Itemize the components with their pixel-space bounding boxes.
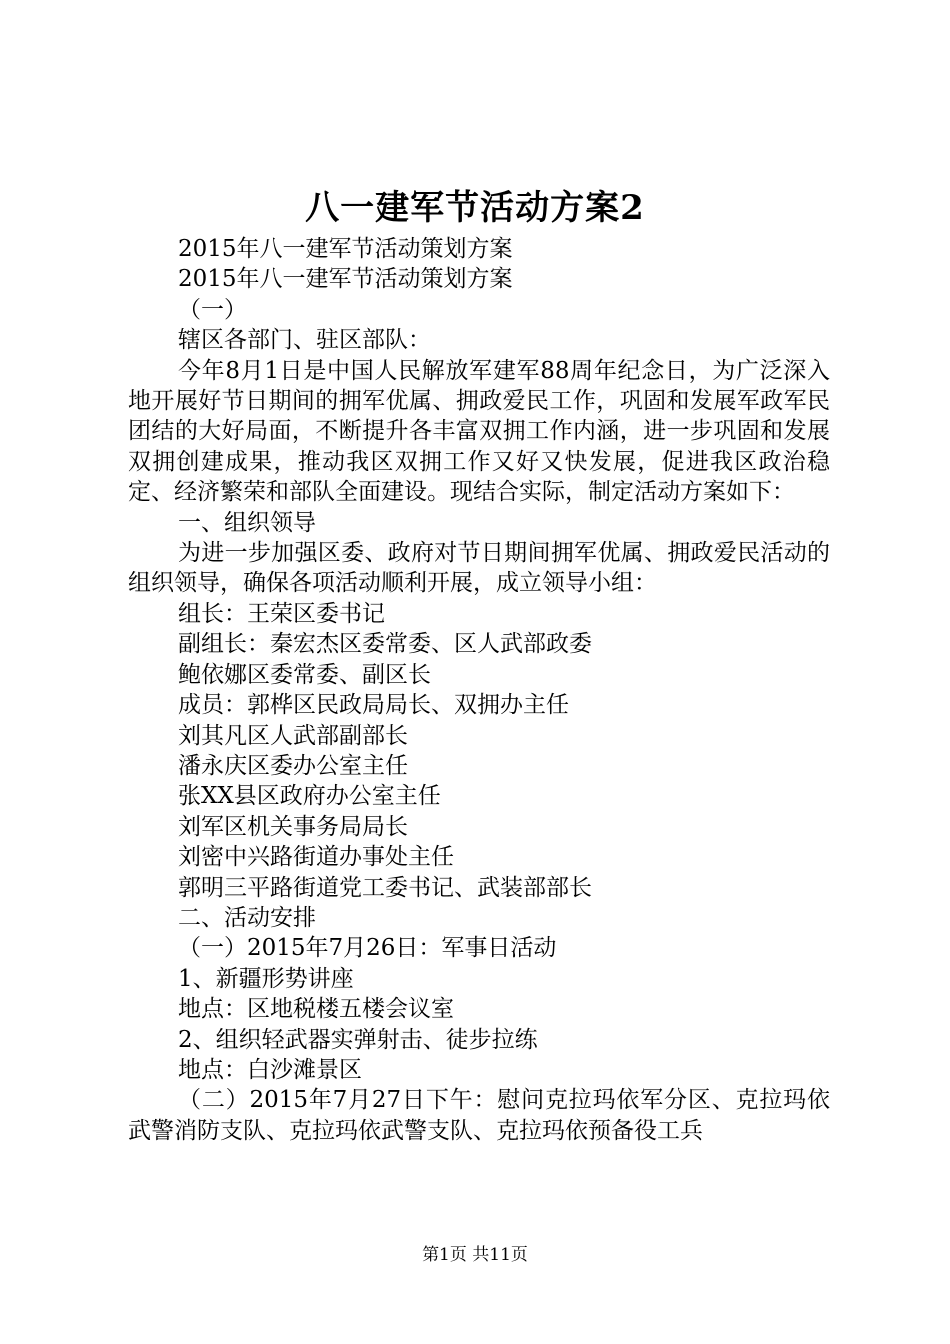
member-line: 刘其凡区人武部副部长: [178, 722, 408, 749]
subtitle-line: 2015年八一建军节活动策划方案: [178, 236, 513, 262]
member-line: 成员：郭桦区民政局局长、双拥办主任: [178, 692, 569, 719]
section-heading: 二、活动安排: [178, 904, 316, 931]
leadership-paragraph: 为进一步加强区委、政府对节日期间拥军优属、拥政爱民活动的组织领导，确保各项活动顺利开展，成立领导小组：: [128, 540, 830, 597]
member-line: 刘密中兴路街道办事处主任: [178, 844, 454, 871]
document-title: 八一建军节活动方案2: [305, 188, 645, 228]
schedule-line: （一）2015年7月26日：军事日活动: [178, 935, 557, 962]
member-line: 鲍依娜区委常委、副区长: [178, 661, 431, 688]
addressee-line: 辖区各部门、驻区部队：: [178, 327, 431, 354]
intro-paragraph: 今年8月1日是中国人民解放军建军88周年纪念日，为广泛深入地开展好节日期间的拥军优属、拥政爱民工作，巩固和发展军政军民团结的大好局面，不断提升各丰富双拥工作内涵，进一步巩固和发展双拥创建成果，推动我区双拥工作又好又快发展，促进我区政治稳定、经济繁荣和部队全面建设。现结合实际，制定活动方案如下：: [128, 357, 830, 506]
schedule-line: 地点：白沙滩景区: [178, 1056, 362, 1083]
schedule-line: 1、新疆形势讲座: [178, 965, 354, 992]
schedule-line: 2、组织轻武器实弹射击、徒步拉练: [178, 1026, 538, 1053]
member-line: 郭明三平路街道党工委书记、武装部部长: [178, 874, 592, 901]
section-marker: （一）: [178, 296, 247, 323]
schedule-line: 地点：区地税楼五楼会议室: [178, 996, 454, 1023]
document-body: [128, 234, 830, 1146]
member-line: 张XX县区政府办公室主任: [178, 783, 441, 810]
subtitle-line: 2015年八一建军节活动策划方案: [178, 266, 513, 293]
page-footer: 第1页 共11页: [422, 1245, 528, 1265]
member-line: 副组长：秦宏杰区委常委、区人武部政委: [178, 631, 592, 658]
member-line: 潘永庆区委办公室主任: [178, 752, 408, 779]
member-line: 刘军区机关事务局局长: [178, 813, 408, 840]
section-heading: 一、组织领导: [178, 509, 316, 536]
member-line: 组长：王荣区委书记: [178, 600, 385, 627]
schedule-paragraph: （二）2015年7月27日下午：慰问克拉玛依军分区、克拉玛依武警消防支队、克拉玛依武警支队、克拉玛依预备役工兵: [128, 1087, 830, 1144]
